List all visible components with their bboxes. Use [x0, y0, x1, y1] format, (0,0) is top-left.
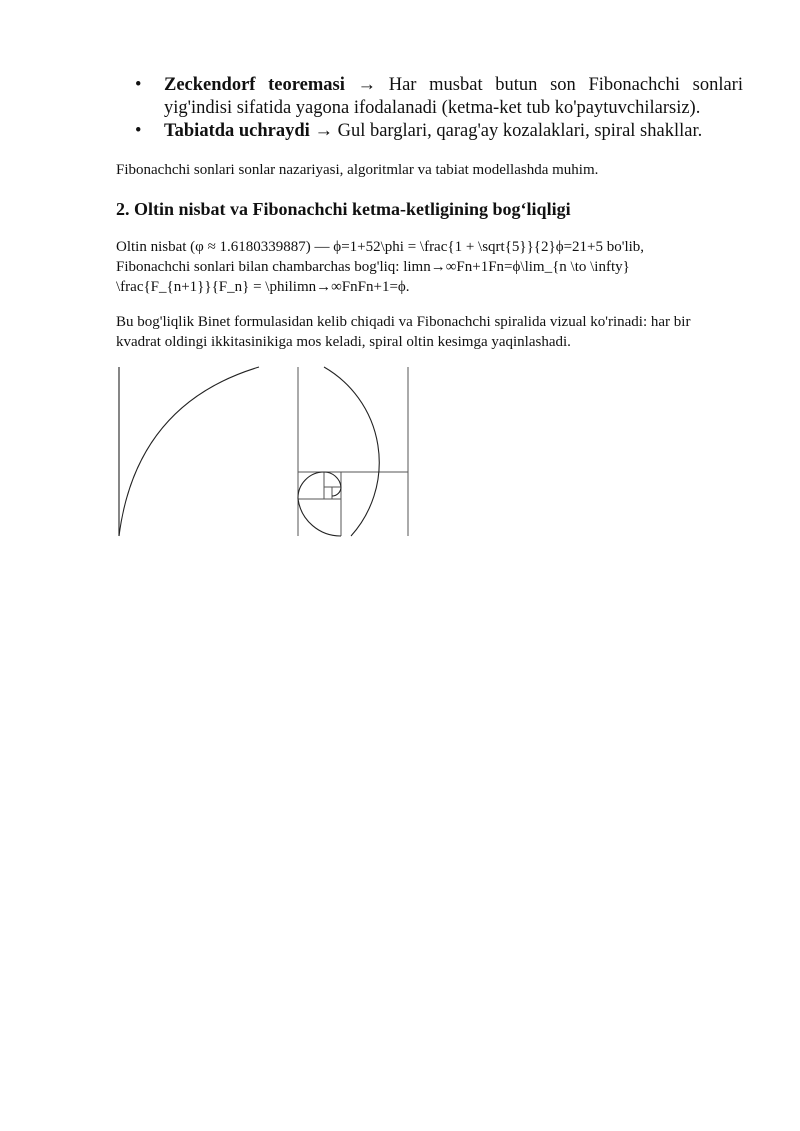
- golden-rectangle-grid: [298, 367, 408, 536]
- bullet-arrow: →: [357, 75, 377, 95]
- bullet-item-nature: [135, 120, 743, 143]
- golden-ratio-line-2: Fibonachchi sonlari bilan chambarchas bog'liq: limn→∞Fn+1Fn=ϕ\lim_{n \to \infty}: [116, 259, 630, 275]
- right-spiral-arc: [298, 367, 379, 536]
- bullet-arrow: →: [314, 121, 333, 141]
- binet-line-1: Bu bog'liqlik Binet formulasidan kelib chiqadi va Fibonachchi spiralida vizual ko'rinadi: har bir: [116, 314, 691, 330]
- intro-paragraph: Fibonachchi sonlari sonlar nazariyasi, algoritmlar va tabiat modellashda muhim.: [116, 162, 599, 178]
- bullet-text: Gul barglari, qarag'ay kozalaklari, spiral shakllar.: [337, 121, 703, 141]
- binet-line-2: kvadrat oldingi ikkitasinikiga mos keladi, spiral oltin kesimga yaqinlashadi.: [116, 334, 571, 350]
- bullet-term: Zeckendorf teoremasi: [164, 75, 345, 95]
- bullet-text: Har musbat butun son Fibonachchi sonlari yig'indisi sifatida yagona ifodalanadi (ketma-ket tub ko'paytuvchilarsiz).: [164, 75, 743, 118]
- bullet-item-zeckendorf: [135, 74, 743, 120]
- golden-ratio-paragraph: [116, 237, 756, 297]
- fibonacci-spiral-image: [116, 364, 416, 539]
- bullet-dot: •: [135, 75, 142, 95]
- binet-paragraph: [116, 312, 756, 352]
- bullet-list: [135, 74, 743, 143]
- left-spiral-arc: [119, 367, 259, 536]
- golden-ratio-line-1: Oltin nisbat (φ ≈ 1.6180339887) — ϕ=1+52\phi = \frac{1 + \sqrt{5}}{2}ϕ=21+5 bo'lib,: [116, 239, 645, 255]
- bullet-term: Tabiatda uchraydi: [164, 121, 310, 141]
- section-heading: 2. Oltin nisbat va Fibonachchi ketma-ketligining bog‘liqligi: [116, 199, 571, 219]
- bullet-dot: •: [135, 121, 142, 141]
- golden-ratio-line-3: \frac{F_{n+1}}{F_n} = \philimn→∞FnFn+1=ϕ.: [116, 279, 410, 295]
